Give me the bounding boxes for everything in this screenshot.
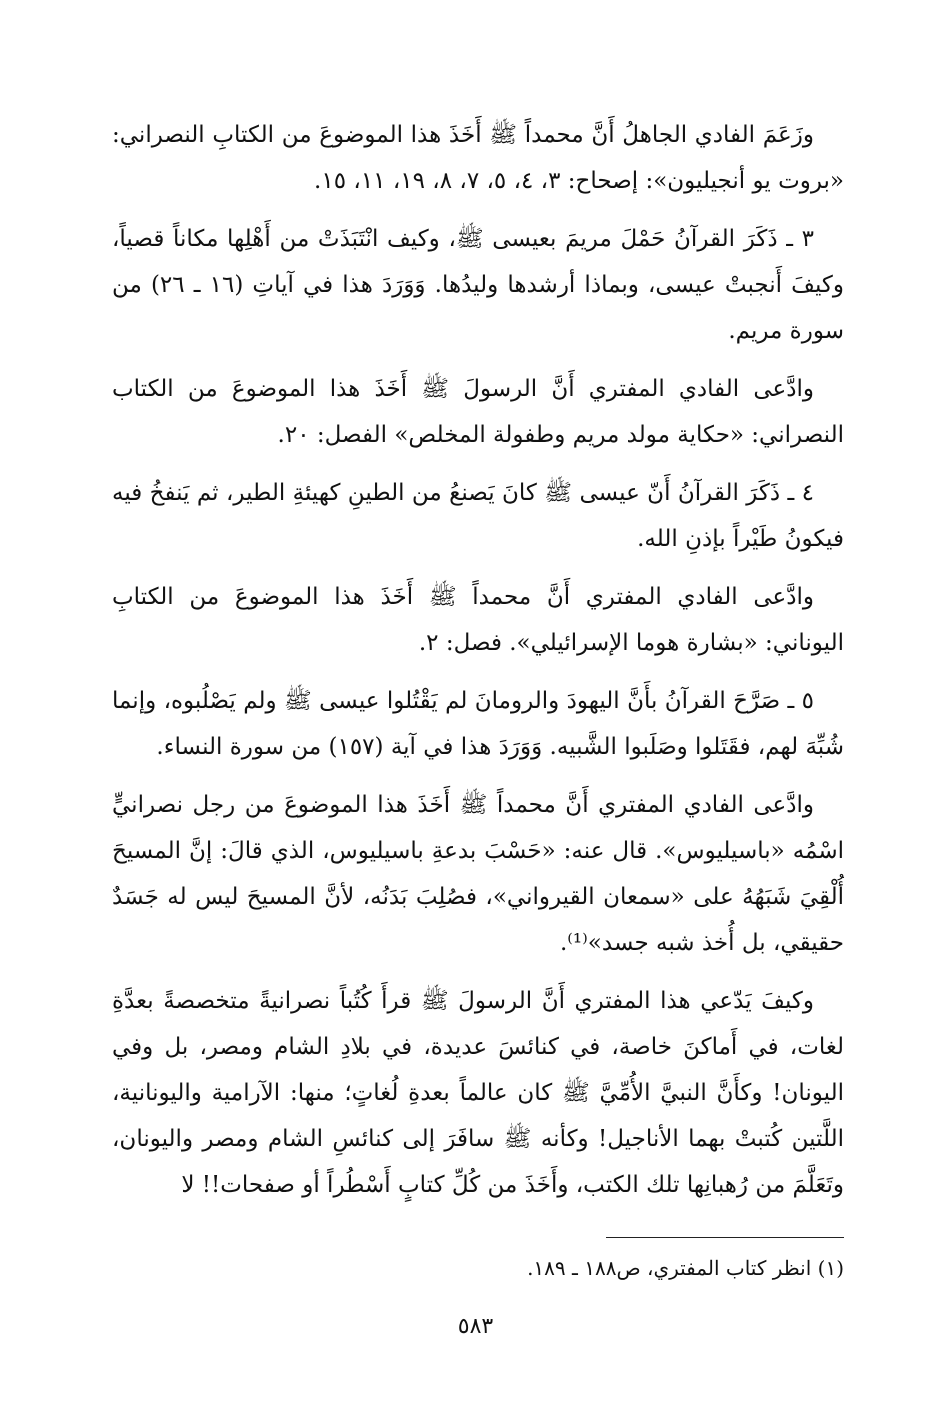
footnote: (١) انظر كتاب المفتري، ص١٨٨ ـ ١٨٩.: [527, 1256, 844, 1280]
paragraph-2: ٣ ـ ذَكَرَ القرآنُ حَمْلَ مريمَ بعيسى ﷺ، وكيف انْتَبَذَتْ من أَهْلِها مكاناً قصياً، وكيفَ أَنجبتْ عيسى، وبماذا أرشدها وليدُها. وَوَرَدَ هذا في آياتِ (١٦ ـ ٢٦) من سورة مريم.: [112, 226, 844, 344]
paragraph-5: وادَّعى الفادي المفتري أَنَّ محمداً ﷺ أَخَذَ هذا الموضوعَ من الكتابِ اليوناني: «بشارة هوما الإسرائيلي». فصل: ٢.: [112, 584, 844, 656]
page-body: [112, 112, 844, 1220]
page-number: ٥٨٣: [457, 1314, 494, 1339]
paragraph-7: وادَّعى الفادي المفتري أَنَّ محمداً ﷺ أَخَذَ هذا الموضوعَ من رجل نصرانيٍّ اسْمُه «باسيليوس». قال عنه: «حَسْبَ بدعةِ باسيليوس، الذي قالَ: إنَّ المسيحَ أُلْقِيَ شَبَهُهُ على «سمعان القيرواني»، فصُلِبَ بَدَنُه، لأنَّ المسيحَ ليس له جَسَدٌ حقيقي، بل أُخذ شبه جسد»⁽¹⁾.: [112, 792, 844, 956]
paragraph-4: ٤ ـ ذَكَرَ القرآنُ أَنّ عيسى ﷺ كانَ يَصنعُ من الطينِ كهيئةِ الطير، ثم يَنفخُ فيه فيكونُ طَيْراً بإذنِ الله.: [112, 480, 844, 552]
paragraph-1: وزَعَمَ الفادي الجاهلُ أَنَّ محمداً ﷺ أَخَذَ هذا الموضوعَ من الكتابِ النصراني: «بروت يو أنجيليون»: إصحاح: ٣، ٤، ٥، ٧، ٨، ١٩، ١١، ١٥.: [112, 122, 844, 194]
paragraph-3: وادَّعى الفادي المفتري أَنَّ الرسولَ ﷺ أَخَذَ هذا الموضوعَ من الكتاب النصراني: «حكاية مولد مريم وطفولة المخلص» الفصل: ٢٠.: [112, 376, 844, 448]
footnote-separator: [606, 1237, 844, 1238]
paragraph-6: ٥ ـ صَرَّحَ القرآنُ بأَنَّ اليهودَ والرومانَ لم يَقْتُلوا عيسى ﷺ ولم يَصْلُبوه، وإنما شُبِّهَ لهم، فقَتَلوا وصَلَبوا الشَّبيه. وَوَرَدَ هذا في آية (١٥٧) من سورة النساء.: [112, 688, 844, 760]
paragraph-8: وكيفَ يَدّعي هذا المفتري أَنَّ الرسولَ ﷺ قرأَ كُتُباً نصرانيةً متخصصةً بعدَّةِ لغات، في أَماكنَ خاصة، في كنائسَ عديدة، في بلادِ الشام ومصر، بل وفي اليونان! وكأَنَّ النبيَّ الأُمِّيَّ ﷺ كان عالماً بعدةِ لُغاتٍ؛ منها: الآرامية واليونانية، اللَّتين كُتبتْ بهما الأناجيل! وكأنه ﷺ سافَرَ إلى كنائسِ الشام ومصر واليونان، وتَعَلَّمَ من رُهبانِها تلك الكتب، وأَخَذَ من كُلِّ كتابٍ أَسْطُراً أو صفحات!! لا: [112, 988, 844, 1198]
